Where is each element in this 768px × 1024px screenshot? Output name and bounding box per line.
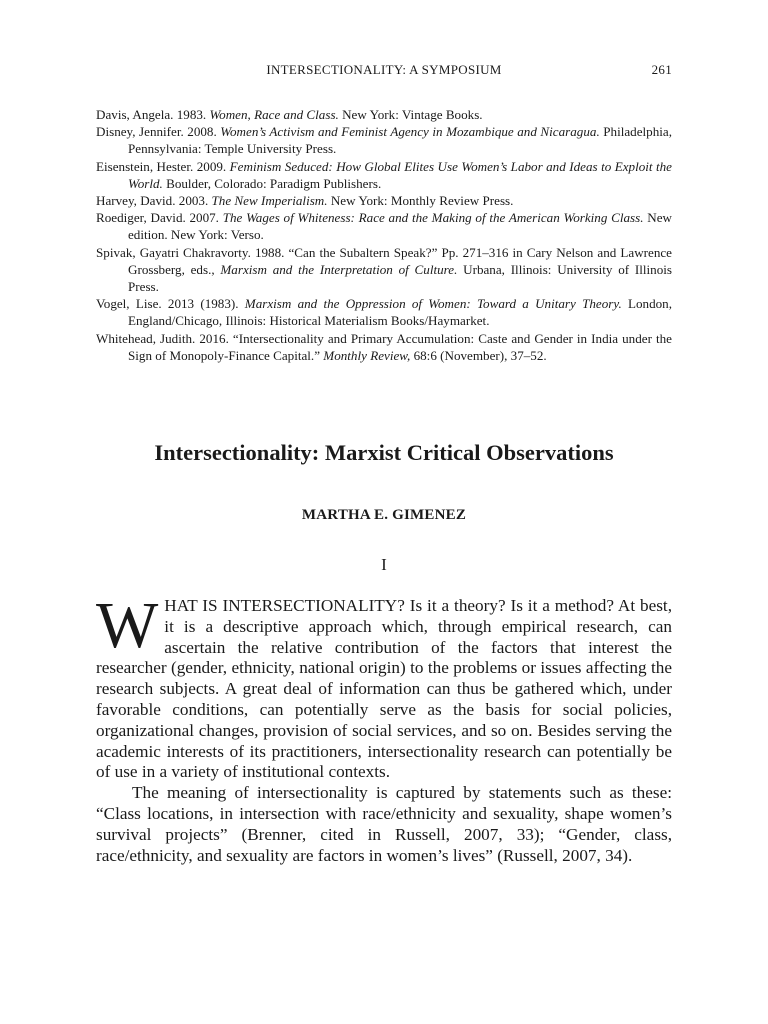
author-name: MARTHA E. GIMENEZ (301, 507, 467, 523)
article-body (96, 589, 672, 866)
reference-list (96, 106, 672, 364)
paragraph: WHAT IS INTERSECTIONALITY? Is it a theory? Is it a method? At best, it is a descriptive approach which, through empirical research, can ascertain the relative contribution of the factors that interest the researcher (gender, ethnicity, national origin) to the problems or issues affecting the research subjects. A great deal of information can thus be gathered which, under favorable conditions, can potentially serve as the basis for social policies, organizational changes, provision of social services, and so on. Besides serving the academic interests of its practitioners, intersectionality research can potentially be of use in a variety of institutional contexts. (96, 589, 672, 782)
reference-item: Whitehead, Judith. 2016. “Intersectionality and Primary Accumulation: Caste and Gender in India under the Sign of Monopoly-Finance Capital.” Monthly Review, 68:6 (November), 37–52. (96, 330, 672, 363)
reference-item: Spivak, Gayatri Chakravorty. 1988. “Can the Subaltern Speak?” Pp. 271–316 in Cary Nelson and Lawrence Grossberg, eds., Marxism and the Interpretation of Culture. Urbana, Illinois: University of Illinois Press. (96, 244, 673, 295)
reference-item: Vogel, Lise. 2013 (1983). Marxism and the Oppression of Women: Toward a Unitary Theory. London, England/Chicago, Illinois: Historical Materialism Books/Haymarket. (96, 296, 672, 329)
article-title: Intersectionality: Marxist Critical Observations (154, 440, 614, 465)
running-title: INTERSECTIONALITY: A SYMPOSIUM (266, 62, 502, 77)
reference-item: Eisenstein, Hester. 2009. Feminism Seduced: How Global Elites Use Women’s Labor and Ideas to Exploit the World. Boulder, Colorado: Paradigm Publishers. (96, 158, 672, 191)
paragraph: The meaning of intersectionality is captured by statements such as these: “Class locations, in intersection with race/ethnicity and sexuality, shape women’s survival projects” (Brenner, cited in Russell, 2007, 33); “Gender, class, race/ethnicity, and sexuality are factors in women’s lives” (Russell, 2007, 34). (96, 783, 672, 865)
drop-cap: W (96, 589, 159, 662)
reference-item: Roediger, David. 2007. The Wages of Whiteness: Race and the Making of the American Working Class. New edition. New York: Verso. (96, 210, 672, 243)
page-number: 261 (651, 62, 672, 77)
reference-item: Disney, Jennifer. 2008. Women’s Activism and Feminist Agency in Mozambique and Nicaragua. Philadelphia, Pennsylvania: Temple University Press. (96, 124, 672, 157)
section-number: I (381, 555, 387, 574)
reference-item: Harvey, David. 2003. The New Imperialism. New York: Monthly Review Press. (96, 193, 514, 209)
reference-item: Davis, Angela. 1983. Women, Race and Class. New York: Vintage Books. (96, 107, 483, 122)
